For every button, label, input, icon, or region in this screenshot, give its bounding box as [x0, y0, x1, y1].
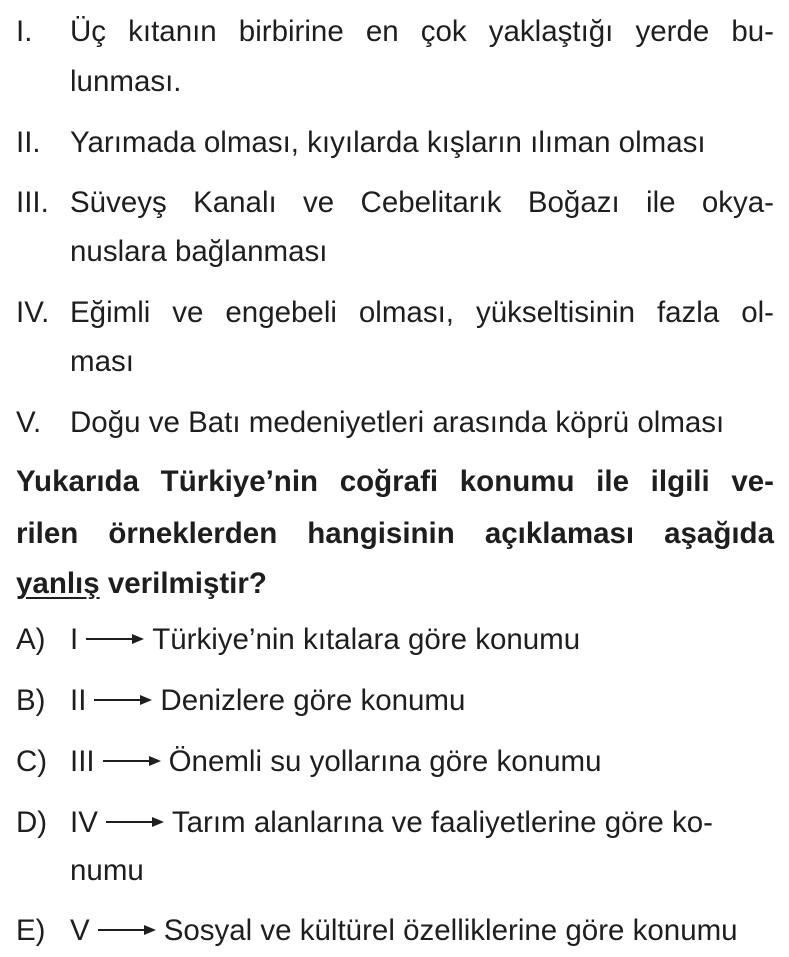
option-e[interactable]: [16, 913, 774, 948]
statement-3: [16, 185, 774, 220]
option-d-cont: numu: [70, 854, 144, 887]
option-d[interactable]: [16, 805, 774, 840]
right-arrow-icon: [94, 693, 152, 707]
option-letter: A): [16, 623, 46, 656]
question-line-2: rilen örneklerden hangisinin açıklaması aşağıda: [16, 517, 774, 550]
question-line-1: Yukarıda Türkiye’nin coğrafi konumu ile ilgili ve-: [16, 465, 774, 498]
statement-number: I.: [16, 15, 33, 48]
option-roman: I: [70, 623, 79, 656]
statement-1: [16, 14, 774, 49]
statement-1-cont: lunması.: [70, 65, 182, 98]
statement-2: [16, 125, 774, 160]
option-text: Önemli su yollarına göre konumu: [168, 745, 602, 778]
right-arrow-icon: [106, 815, 164, 829]
option-letter: D): [16, 806, 48, 839]
statement-number: II.: [16, 126, 41, 159]
option-roman: III: [70, 745, 95, 778]
option-text: Sosyal ve kültürel özelliklerine göre konumu: [163, 914, 738, 947]
question-line-3-rest: verilmiştir?: [99, 567, 267, 600]
option-text: Tarım alanlarına ve faaliyetlerine göre ko-: [171, 806, 713, 839]
statement-4: [16, 295, 774, 330]
option-a[interactable]: [16, 622, 774, 657]
option-letter: E): [16, 914, 46, 947]
option-roman: II: [70, 684, 87, 717]
option-letter: B): [16, 684, 46, 717]
statement-text: Yarımada olması, kıyılarda kışların ılıman olması: [70, 126, 706, 159]
statement-number: III.: [16, 186, 49, 219]
underlined-keyword: yanlış: [16, 567, 100, 600]
statement-text: Eğimli ve engebeli olması, yükseltisinin fazla ol-: [70, 296, 774, 329]
option-letter: C): [16, 745, 48, 778]
right-arrow-icon: [103, 754, 161, 768]
option-b[interactable]: [16, 683, 774, 718]
statement-text: Süveyş Kanalı ve Cebelitarık Boğazı ile okya-: [70, 186, 774, 219]
right-arrow-icon: [86, 632, 144, 646]
option-text: Türkiye’nin kıtalara göre konumu: [152, 623, 581, 656]
option-c[interactable]: [16, 744, 774, 779]
question-line-3: [16, 566, 774, 601]
option-roman: IV: [70, 806, 98, 839]
option-roman: V: [70, 914, 90, 947]
statement-3-cont: nuslara bağlanması: [70, 235, 328, 268]
statement-number: V.: [16, 406, 42, 439]
statement-number: IV.: [16, 296, 50, 329]
statement-4-cont: ması: [70, 345, 134, 378]
statement-5: [16, 405, 774, 440]
statement-text: Doğu ve Batı medeniyetleri arasında köprü olması: [70, 406, 725, 439]
right-arrow-icon: [98, 923, 156, 937]
option-text: Denizlere göre konumu: [160, 684, 466, 717]
statement-text: Üç kıtanın birbirine en çok yaklaştığı yerde bu-: [70, 15, 774, 48]
